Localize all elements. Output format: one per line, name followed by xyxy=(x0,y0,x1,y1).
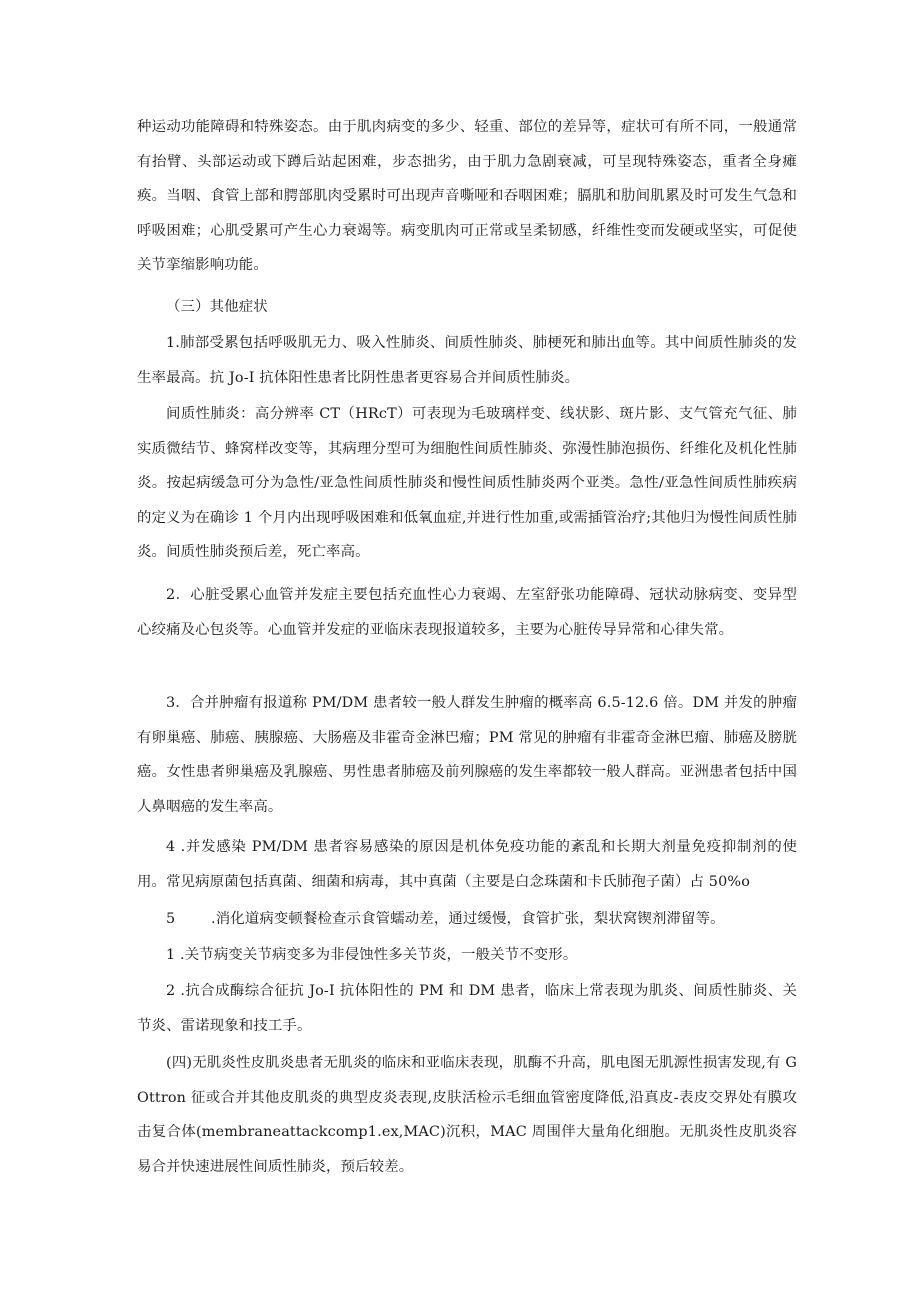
paragraph-tumor: 3．合并肿瘤有报道称 PM/DM 患者较一般人群发生肿瘤的概率高 6.5-12.6 倍。DM 并发的肿瘤有卵巢癌、肺癌、胰腺癌、大肠癌及非霍奇金淋巴瘤；PM 常见的肿瘤有非霍奇金淋巴瘤、肺癌及膀胱癌。女性患者卵巢癌及乳腺癌、男性患者肺癌及前列腺癌的发生率都较一般人群高。亚洲患者包括中国人鼻咽癌的发生率高。 xyxy=(137,695,797,815)
paragraph-cardiac-involvement: 2．心脏受累心血管并发症主要包括充血性心力衰竭、左室舒张功能障碍、冠状动脉病变、变异型心绞痛及心包炎等。心血管并发症的亚临床表现报道较多，主要为心脏传导异常和心律失常。 xyxy=(137,587,797,638)
paragraph-infection: 4 .并发感染 PM/DM 患者容易感染的原因是机体免疫功能的紊乱和长期大剂量免疫抑制剂的使用。常见病原菌包括真菌、细菌和病毒，其中真菌（主要是白念珠菌和卡氏肺孢子菌）占 50%o xyxy=(137,839,797,890)
paragraph-lung-involvement: 1.肺部受累包括呼吸肌无力、吸入性肺炎、间质性肺炎、肺梗死和肺出血等。其中间质性肺炎的发生率最高。抗 Jo-I 抗体阳性患者比阴性患者更容易合并间质性肺炎。 xyxy=(137,335,797,386)
list-text: .消化道病变顿餐检查示食管蠕动差，通过缓慢，食管扩张，梨状窝锲剂滞留等。 xyxy=(211,911,725,927)
paragraph-muscle-symptoms: 种运动功能障碍和特殊姿态。由于肌肉病变的多少、轻重、部位的差异等，症状可有所不同，一般通常有抬臂、头部运动或下蹲后站起困难，步态拙劣，由于肌力急剧衰减，可呈现特殊姿态，重者全身瘫痪。当咽、食管上部和腭部肌肉受累时可出现声音嘶哑和吞咽困难；膈肌和肋间肌累及时可发生气急和呼吸困难；心肌受累可产生心力衰竭等。病变肌肉可正常或呈柔韧感，纤维性变而发硬或坚实，可促使关节挛缩影响功能。 xyxy=(137,119,797,273)
section-heading-other-symptoms: （三）其他症状 xyxy=(166,299,268,315)
paragraph-joint: 1 .关节病变关节病变多为非侵蚀性多关节炎，一般关节不变形。 xyxy=(166,947,578,963)
paragraph-interstitial-pneumonia: 间质性肺炎：高分辨率 CT（HRcT）可表现为毛玻璃样变、线状影、斑片影、支气管充气征、肺实质微结节、蜂窝样改变等，其病理分型可为细胞性间质性肺炎、弥漫性肺泡损伤、纤维化及机化性肺炎。按起病缓急可分为急性/亚急性间质性肺炎和慢性间质性肺炎两个亚类。急性/亚急性间质性肺疾病的定义为在确诊 1 个月内出现呼吸困难和低氧血症,并进行性加重,或需插管治疗;其他归为慢性间质性肺炎。间质性肺炎预后差，死亡率高。 xyxy=(137,406,797,560)
paragraph-amyopathic-dm: (四)无肌炎性皮肌炎患者无肌炎的临床和亚临床表现，肌酶不升高，肌电图无肌源性损害发现,有 GOttron 征或合并其他皮肌炎的典型皮炎表现,皮肤活检示毛细血管密度降低,沿真皮-表皮交界处有膜攻击复合体(membraneattackcomp1.ex,MAC)沉积，MAC 周围伴大量角化细胞。无肌炎性皮肌炎容易合并快速进展性间质性肺炎，预后较差。 xyxy=(137,1055,797,1175)
paragraph-antisynthetase: 2 .抗合成酶综合征抗 Jo-I 抗体阳性的 PM 和 DM 患者，临床上常表现为肌炎、间质性肺炎、关节炎、雷诺现象和技工手。 xyxy=(137,983,797,1034)
list-number: 5 xyxy=(166,911,176,927)
paragraph-digestive xyxy=(166,902,725,937)
